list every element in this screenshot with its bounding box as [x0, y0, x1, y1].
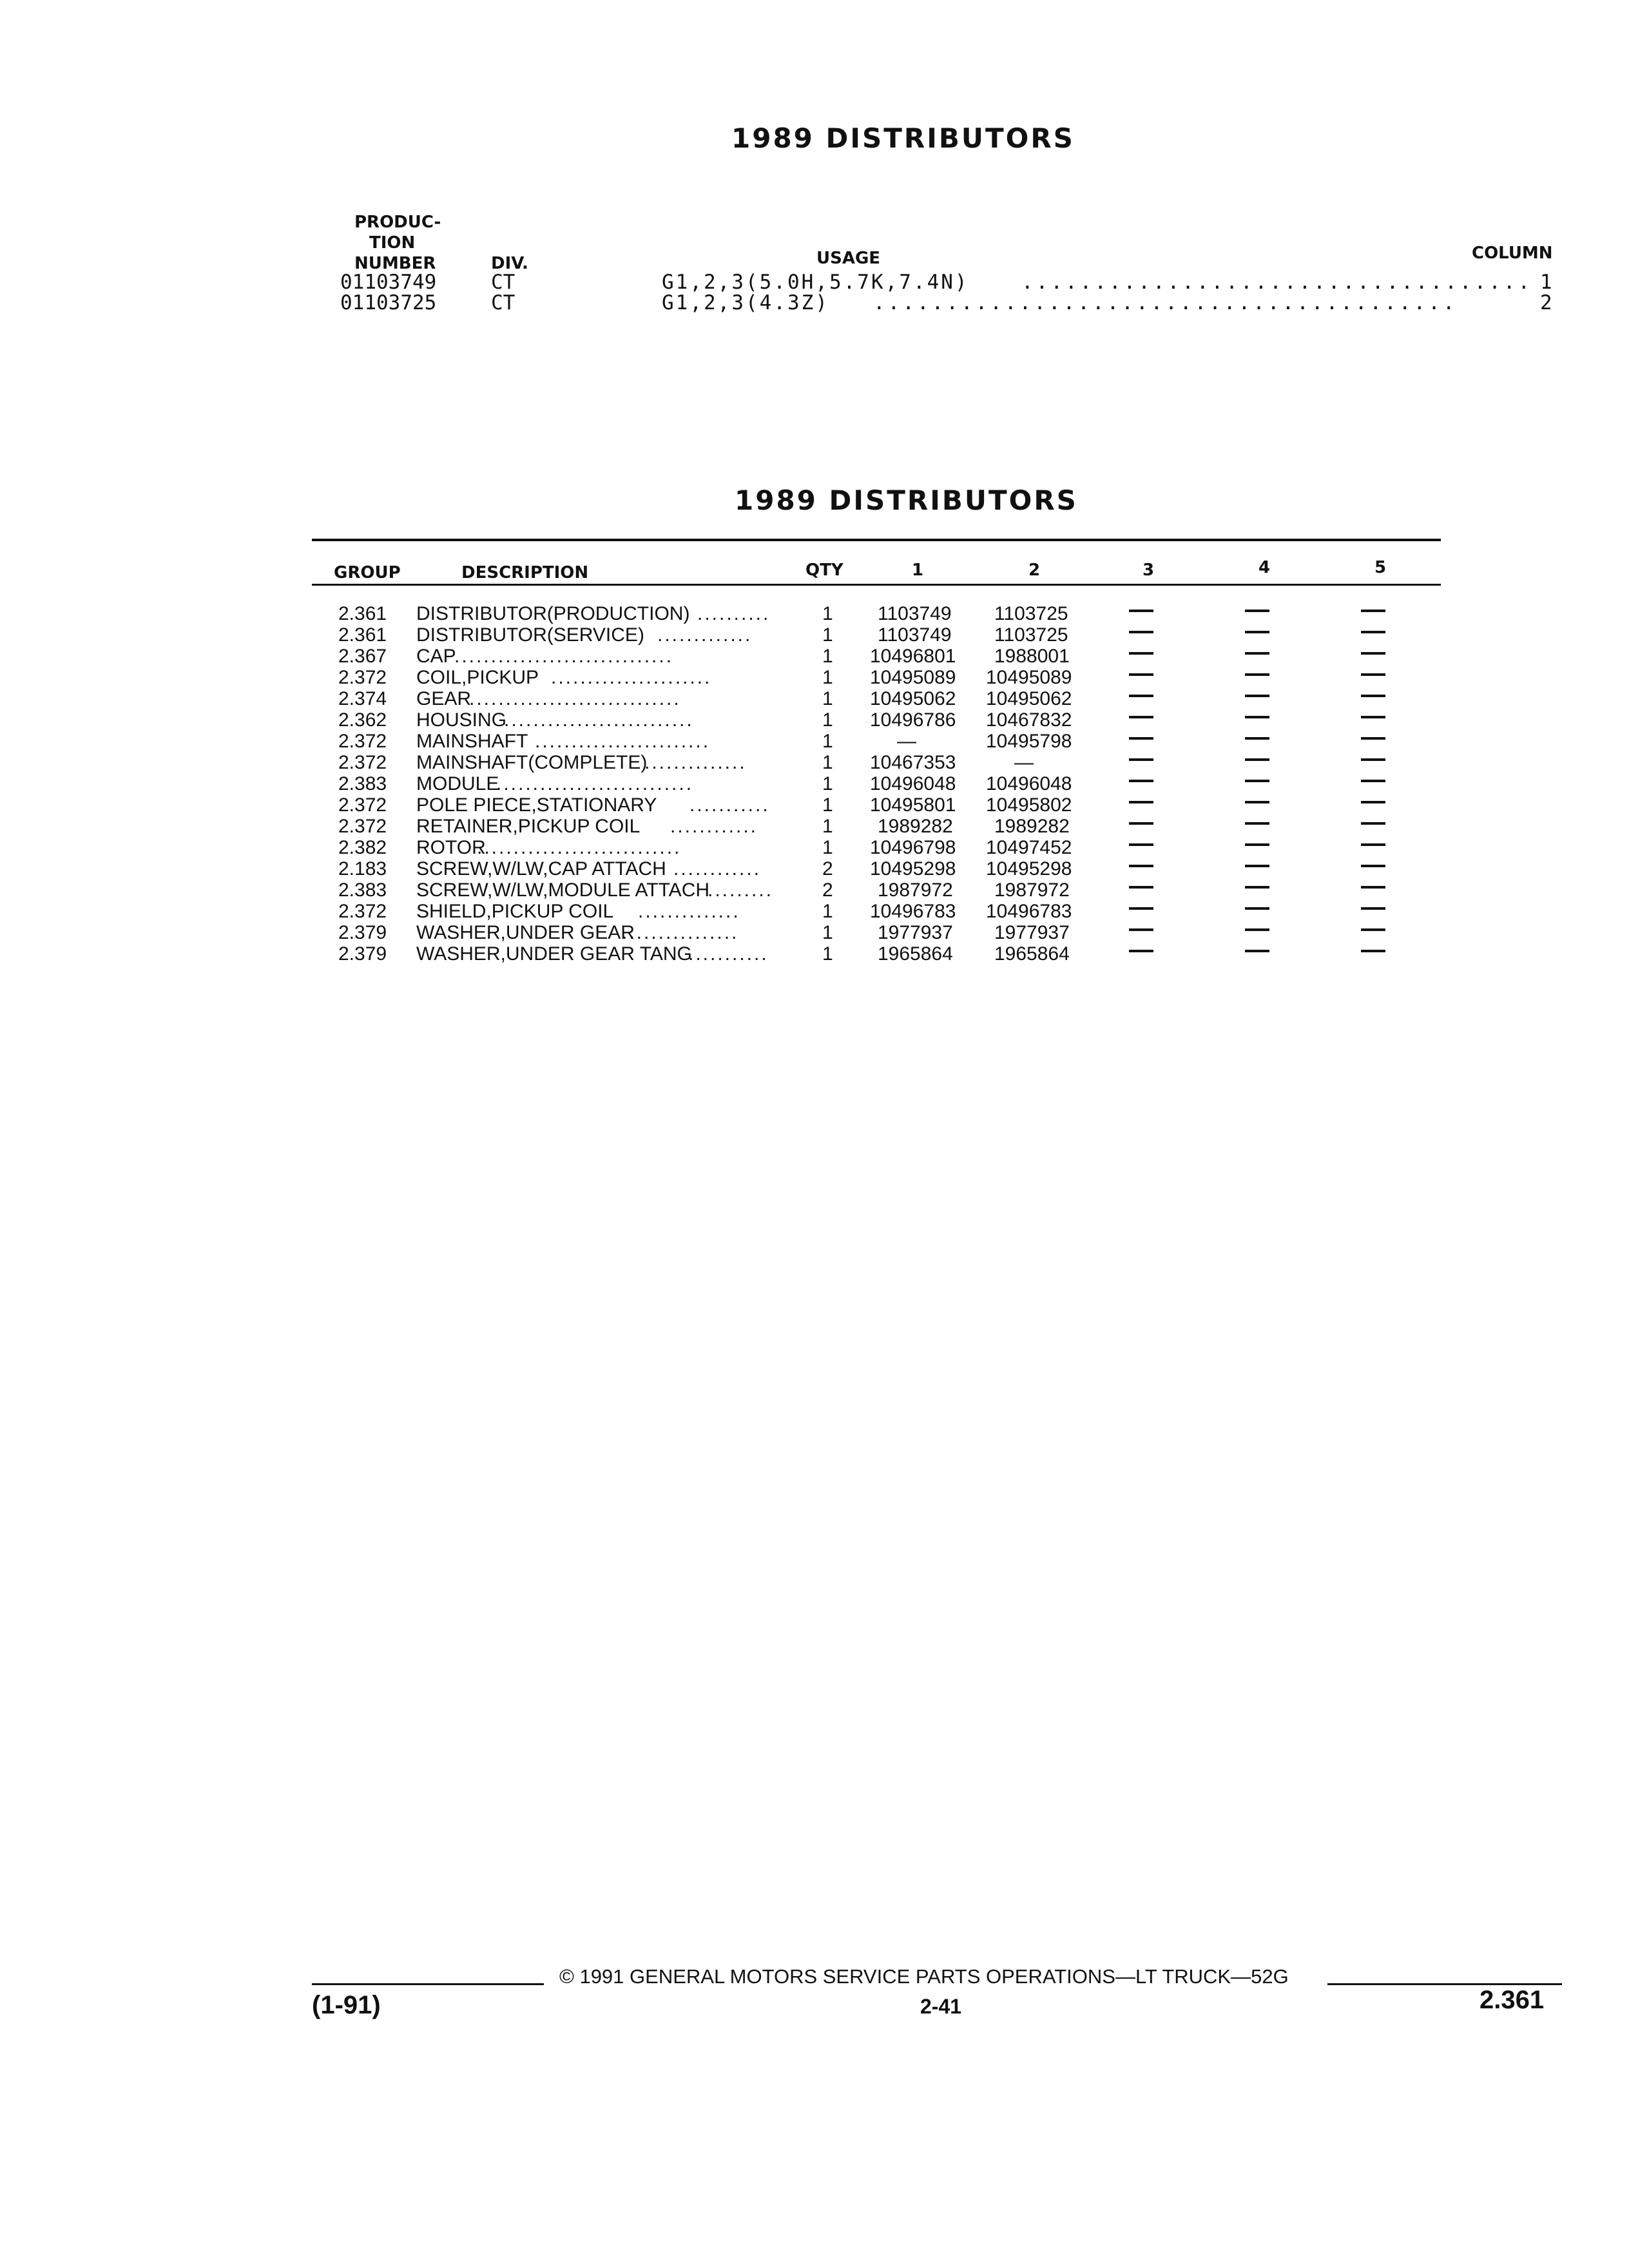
leader-dots: ............................. [469, 688, 681, 709]
col1-part-number: — [897, 731, 916, 752]
table-row [0, 603, 1629, 624]
parts-title: 1989 DISTRIBUTORS [735, 485, 1078, 516]
quantity: 1 [822, 688, 833, 709]
empty-cell-dash-col5 [1361, 950, 1385, 952]
col5-header: 5 [1374, 558, 1387, 577]
leader-dots: .......... [697, 603, 771, 624]
footer-rule-left [312, 1983, 544, 1985]
empty-cell-dash-col5 [1361, 780, 1385, 782]
quantity: 1 [822, 731, 833, 752]
part-description: DISTRIBUTOR(PRODUCTION) [416, 603, 690, 624]
table-row [0, 709, 1629, 731]
group-code: 2.367 [338, 646, 387, 667]
leader-dots: ............. [657, 624, 753, 646]
leader-dots: .............................. [454, 646, 674, 667]
col1-header: 1 [912, 561, 924, 580]
quantity: 1 [822, 773, 833, 794]
col1-part-number: 10496786 [870, 709, 956, 731]
empty-cell-dash-col3 [1129, 780, 1153, 782]
empty-cell-dash-col3 [1129, 822, 1153, 825]
empty-cell-dash-col5 [1361, 907, 1385, 910]
col2-part-number: 10496783 [986, 901, 1072, 922]
col2-part-number: 1103725 [994, 624, 1068, 646]
group-header: GROUP [334, 563, 401, 582]
empty-cell-dash-col5 [1361, 886, 1385, 889]
table-row [0, 667, 1629, 688]
empty-cell-dash-col4 [1245, 716, 1269, 718]
usage-text: G1,2,3(4.3Z) [662, 291, 829, 314]
part-description: MODULE [416, 773, 499, 794]
col2-part-number: 1987972 [994, 879, 1070, 901]
empty-cell-dash-col4 [1245, 928, 1269, 931]
empty-cell-dash-col4 [1245, 780, 1269, 782]
table-row [0, 688, 1629, 709]
empty-cell-dash-col3 [1129, 843, 1153, 846]
group-code: 2.379 [338, 943, 387, 965]
leader-dots: .............. [638, 901, 740, 922]
empty-cell-dash-col4 [1245, 865, 1269, 867]
empty-cell-dash-col3 [1129, 928, 1153, 931]
col2-part-number: 1965864 [994, 943, 1070, 965]
leader-dots: ............ [673, 858, 762, 879]
table-row [0, 794, 1629, 816]
leader-dots: ........................................ [873, 291, 1458, 314]
leader-dots: ................................... [1021, 271, 1533, 294]
col1-part-number: 1965864 [878, 943, 953, 965]
column-header: COLUMN [1472, 244, 1553, 263]
empty-cell-dash-col4 [1245, 801, 1269, 803]
quantity: 1 [822, 667, 833, 688]
empty-cell-dash-col3 [1129, 737, 1153, 740]
usage-header: USAGE [816, 249, 881, 268]
table-header-rule [312, 584, 1441, 586]
col2-part-number: 10495089 [986, 667, 1072, 688]
part-description: SCREW,W/LW,CAP ATTACH [416, 858, 666, 879]
table-row [0, 837, 1629, 858]
leader-dots: ...................... [551, 667, 712, 688]
empty-cell-dash-col3 [1129, 758, 1153, 761]
col2-part-number: 1988001 [994, 646, 1070, 667]
group-code: 2.372 [338, 752, 387, 773]
section-number: 2.361 [1480, 1986, 1545, 2014]
table-row [0, 731, 1629, 752]
empty-cell-dash-col5 [1361, 716, 1385, 718]
quantity: 1 [822, 837, 833, 858]
col2-header: 2 [1028, 561, 1041, 580]
leader-dots: ........... [689, 794, 770, 816]
col4-header: 4 [1258, 558, 1271, 577]
part-description: MAINSHAFT [416, 731, 528, 752]
col1-part-number: 10495089 [870, 667, 956, 688]
quantity: 2 [822, 858, 833, 879]
group-code: 2.372 [338, 667, 387, 688]
table-top-rule [312, 539, 1441, 541]
empty-cell-dash-col3 [1129, 865, 1153, 867]
empty-cell-dash-col4 [1245, 652, 1269, 655]
quantity: 1 [822, 709, 833, 731]
table-row [0, 624, 1629, 646]
empty-cell-dash-col5 [1361, 631, 1385, 633]
quantity: 1 [822, 646, 833, 667]
col1-part-number: 1989282 [878, 816, 953, 837]
part-description: DISTRIBUTOR(SERVICE) [416, 624, 644, 646]
empty-cell-dash-col4 [1245, 886, 1269, 889]
col3-header: 3 [1142, 561, 1155, 580]
empty-cell-dash-col4 [1245, 737, 1269, 740]
col1-part-number: 10495298 [870, 858, 956, 879]
table-row [0, 943, 1629, 965]
division: CT [491, 271, 516, 294]
production-header-line3: NUMBER [354, 254, 436, 273]
col1-part-number: 1977937 [878, 922, 953, 943]
quantity: 1 [822, 816, 833, 837]
part-description: RETAINER,PICKUP COIL [416, 816, 641, 837]
empty-cell-dash-col5 [1361, 928, 1385, 931]
group-code: 2.372 [338, 816, 387, 837]
col2-part-number: 10495298 [986, 858, 1072, 879]
usage-row [0, 291, 1629, 312]
leader-dots: ......... [708, 879, 774, 901]
group-code: 2.372 [338, 794, 387, 816]
col2-part-number: 10495802 [986, 794, 1072, 816]
empty-cell-dash-col3 [1129, 907, 1153, 910]
col2-part-number: 10467832 [986, 709, 1072, 731]
leader-dots: ........... [688, 943, 769, 965]
group-code: 2.372 [338, 731, 387, 752]
leader-dots: .......................... [504, 709, 694, 731]
empty-cell-dash-col3 [1129, 716, 1153, 718]
production-number: 01103749 [340, 271, 437, 294]
col1-part-number: 10495801 [870, 794, 956, 816]
col1-part-number: 1987972 [878, 879, 953, 901]
quantity: 1 [822, 922, 833, 943]
group-code: 2.361 [338, 603, 387, 624]
col1-part-number: 1103749 [878, 603, 952, 624]
empty-cell-dash-col5 [1361, 695, 1385, 697]
empty-cell-dash-col3 [1129, 610, 1153, 612]
empty-cell-dash-col4 [1245, 950, 1269, 952]
description-header: DESCRIPTION [461, 563, 589, 582]
part-description: GEAR [416, 688, 472, 709]
empty-cell-dash-col3 [1129, 801, 1153, 803]
col1-part-number: 10495062 [870, 688, 956, 709]
col1-part-number: 10496801 [870, 646, 956, 667]
qty-header: QTY [805, 561, 843, 580]
col2-part-number: 10496048 [986, 773, 1072, 794]
group-code: 2.372 [338, 901, 387, 922]
empty-cell-dash-col5 [1361, 758, 1385, 761]
quantity: 1 [822, 752, 833, 773]
empty-cell-dash-col4 [1245, 673, 1269, 676]
group-code: 2.383 [338, 879, 387, 901]
table-row [0, 752, 1629, 773]
empty-cell-dash-col5 [1361, 610, 1385, 612]
col2-part-number: 10495798 [986, 731, 1072, 752]
empty-cell-dash-col3 [1129, 652, 1153, 655]
table-row [0, 858, 1629, 879]
part-description: SCREW,W/LW,MODULE ATTACH [416, 879, 710, 901]
group-code: 2.379 [338, 922, 387, 943]
empty-cell-dash-col4 [1245, 822, 1269, 825]
empty-cell-dash-col4 [1245, 758, 1269, 761]
group-code: 2.361 [338, 624, 387, 646]
usage-text: G1,2,3(5.0H,5.7K,7.4N) [662, 271, 969, 294]
division: CT [491, 291, 516, 314]
part-description: WASHER,UNDER GEAR TANG [416, 943, 692, 965]
col1-part-number: 1103749 [878, 624, 952, 646]
leader-dots: ........................ [535, 731, 711, 752]
column-number: 2 [1540, 291, 1552, 314]
quantity: 1 [822, 794, 833, 816]
empty-cell-dash-col4 [1245, 843, 1269, 846]
col2-part-number: 1977937 [994, 922, 1070, 943]
usage-title: 1989 DISTRIBUTORS [731, 122, 1075, 154]
quantity: 1 [822, 603, 833, 624]
col2-part-number: 1989282 [994, 816, 1070, 837]
usage-row [0, 271, 1629, 292]
production-number: 01103725 [340, 291, 437, 314]
leader-dots: ........................... [496, 773, 694, 794]
footer-rule-right [1327, 1983, 1562, 1985]
table-row [0, 816, 1629, 837]
quantity: 1 [822, 901, 833, 922]
empty-cell-dash-col5 [1361, 865, 1385, 867]
empty-cell-dash-col5 [1361, 673, 1385, 676]
col2-part-number: — [1014, 752, 1034, 773]
column-number: 1 [1540, 271, 1552, 294]
div-header: DIV. [491, 254, 528, 273]
group-code: 2.362 [338, 709, 387, 731]
date-code: (1-91) [312, 1991, 381, 2019]
empty-cell-dash-col3 [1129, 673, 1153, 676]
group-code: 2.382 [338, 837, 387, 858]
quantity: 2 [822, 879, 833, 901]
col2-part-number: 1103725 [994, 603, 1068, 624]
col1-part-number: 10496798 [870, 837, 956, 858]
table-row [0, 901, 1629, 922]
col1-part-number: 10467353 [870, 752, 956, 773]
col2-part-number: 10495062 [986, 688, 1072, 709]
group-code: 2.383 [338, 773, 387, 794]
part-description: MAINSHAFT(COMPLETE) [416, 752, 648, 773]
leader-dots: ............................ [477, 837, 682, 858]
table-row [0, 646, 1629, 667]
empty-cell-dash-col4 [1245, 631, 1269, 633]
part-description: POLE PIECE,STATIONARY [416, 794, 657, 816]
part-description: SHIELD,PICKUP COIL [416, 901, 614, 922]
part-description: ROTOR [416, 837, 486, 858]
leader-dots: .............. [644, 752, 747, 773]
leader-dots: ............ [670, 816, 758, 837]
part-description: WASHER,UNDER GEAR [416, 922, 635, 943]
empty-cell-dash-col4 [1245, 907, 1269, 910]
table-row [0, 879, 1629, 901]
col1-part-number: 10496783 [870, 901, 956, 922]
empty-cell-dash-col3 [1129, 631, 1153, 633]
part-description: COIL,PICKUP [416, 667, 539, 688]
empty-cell-dash-col4 [1245, 610, 1269, 612]
table-row [0, 922, 1629, 943]
empty-cell-dash-col5 [1361, 843, 1385, 846]
empty-cell-dash-col4 [1245, 695, 1269, 697]
empty-cell-dash-col5 [1361, 801, 1385, 803]
empty-cell-dash-col5 [1361, 822, 1385, 825]
page-number: 2-41 [920, 1995, 962, 2018]
group-code: 2.183 [338, 858, 387, 879]
empty-cell-dash-col5 [1361, 652, 1385, 655]
table-row [0, 773, 1629, 794]
production-header-line2: TION [369, 233, 416, 253]
production-header-line1: PRODUC- [354, 213, 441, 232]
leader-dots: ................ [622, 922, 739, 943]
col2-part-number: 10497452 [986, 837, 1072, 858]
empty-cell-dash-col3 [1129, 695, 1153, 697]
part-description: HOUSING [416, 709, 507, 731]
group-code: 2.374 [338, 688, 387, 709]
quantity: 1 [822, 943, 833, 965]
copyright-line: © 1991 GENERAL MOTORS SERVICE PARTS OPERATIONS—LT TRUCK—52G [559, 1965, 1289, 1988]
empty-cell-dash-col3 [1129, 950, 1153, 952]
col1-part-number: 10496048 [870, 773, 956, 794]
empty-cell-dash-col3 [1129, 886, 1153, 889]
quantity: 1 [822, 624, 833, 646]
empty-cell-dash-col5 [1361, 737, 1385, 740]
part-description: CAP [416, 646, 456, 667]
